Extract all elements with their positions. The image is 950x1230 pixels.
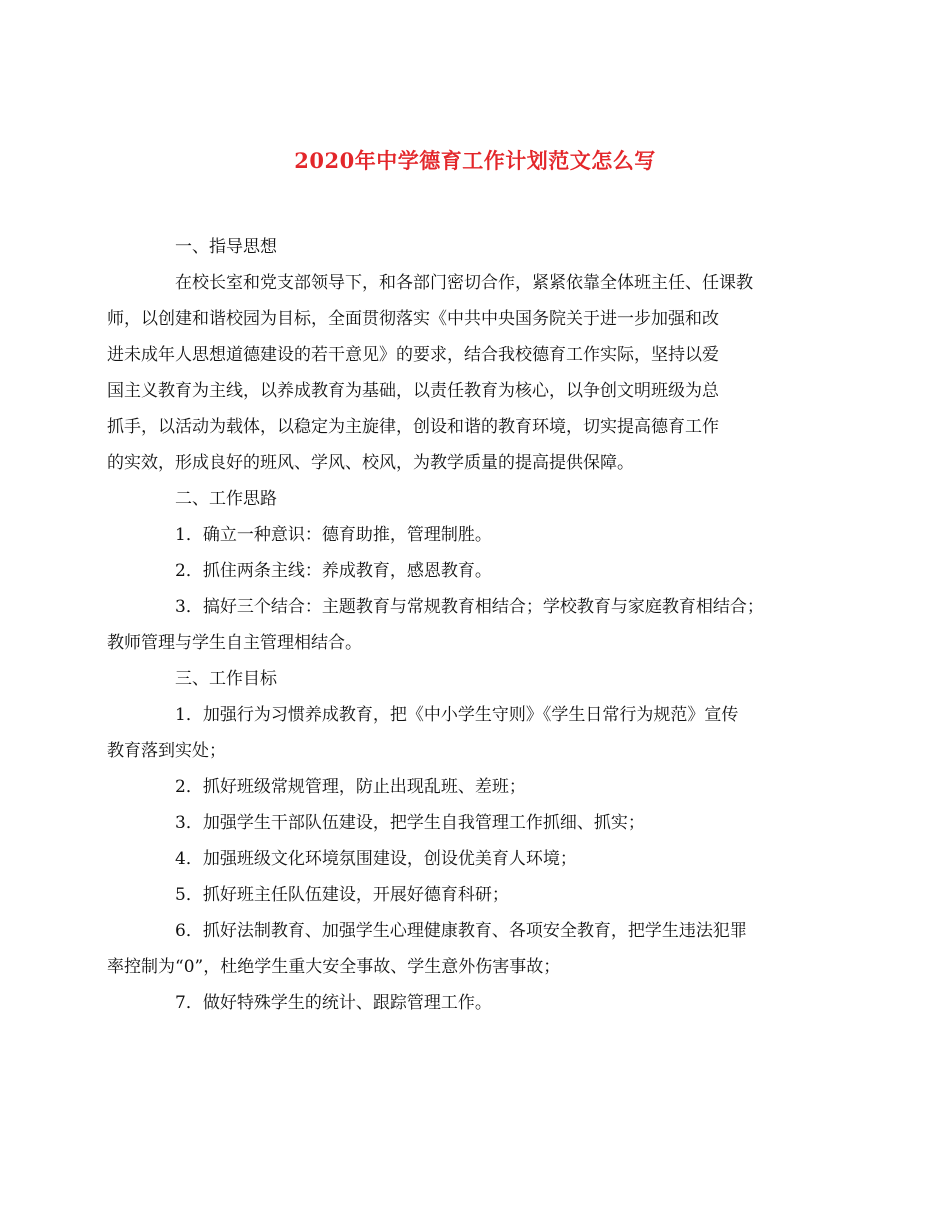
section-heading: 一、指导思想 <box>175 237 277 257</box>
section-heading: 二、工作思路 <box>175 489 277 509</box>
paragraph-line: 抓手，以活动为载体，以稳定为主旋律，创设和谐的教育环境，切实提高德育工作 <box>107 417 719 437</box>
paragraph-line: 1．确立一种意识：德育助推，管理制胜。 <box>175 525 492 545</box>
list-item <box>141 841 821 877</box>
list-item <box>107 589 821 661</box>
paragraph-line: 2．抓好班级常规管理，防止出现乱班、差班； <box>175 777 526 797</box>
list-item <box>141 769 821 805</box>
document-title: 2020年中学德育工作计划范文怎么写 <box>294 148 656 173</box>
paragraph-line: 1．加强行为习惯养成教育，把《中小学生守则》《学生日常行为规范》宣传 <box>175 705 739 725</box>
paragraph-line: 教育落到实处； <box>107 741 226 761</box>
paragraph-line: 5．抓好班主任队伍建设，开展好德育科研； <box>175 885 509 905</box>
paragraph-line: 7．做好特殊学生的统计、跟踪管理工作。 <box>175 993 492 1013</box>
paragraph-line: 师，以创建和谐校园为目标，全面贯彻落实《中共中央国务院关于进一步加强和改 <box>107 309 719 329</box>
paragraph-line: 3．加强学生干部队伍建设，把学生自我管理工作抓细、抓实； <box>175 813 645 833</box>
paragraph-line: 4．加强班级文化环境氛围建设，创设优美育人环境； <box>175 849 577 869</box>
paragraph-line: 率控制为“0”，杜绝学生重大安全事故、学生意外伤害事故； <box>107 957 561 977</box>
paragraph-line: 6．抓好法制教育、加强学生心理健康教育、各项安全教育，把学生违法犯罪 <box>175 921 747 941</box>
paragraph-line: 进未成年人思想道德建设的若干意见》的要求，结合我校德育工作实际，坚持以爱 <box>107 345 719 365</box>
list-item <box>141 985 821 1021</box>
list-item <box>141 805 821 841</box>
document-body <box>107 229 821 1021</box>
paragraph-line: 3．搞好三个结合：主题教育与常规教育相结合；学校教育与家庭教育相结合； <box>175 597 764 617</box>
paragraph <box>107 265 821 481</box>
paragraph-line: 国主义教育为主线，以养成教育为基础，以责任教育为核心，以争创文明班级为总 <box>107 381 719 401</box>
paragraph-line: 在校长室和党支部领导下，和各部门密切合作，紧紧依靠全体班主任、任课教 <box>175 273 753 293</box>
paragraph-line: 教师管理与学生自主管理相结合。 <box>107 633 362 653</box>
section-heading: 三、工作目标 <box>175 669 277 689</box>
list-item <box>107 913 821 985</box>
paragraph-line: 2．抓住两条主线：养成教育，感恩教育。 <box>175 561 492 581</box>
list-item <box>141 877 821 913</box>
list-item <box>141 517 821 553</box>
paragraph-line: 的实效，形成良好的班风、学风、校风，为教学质量的提高提供保障。 <box>107 453 634 473</box>
list-item <box>107 697 821 769</box>
list-item <box>141 553 821 589</box>
